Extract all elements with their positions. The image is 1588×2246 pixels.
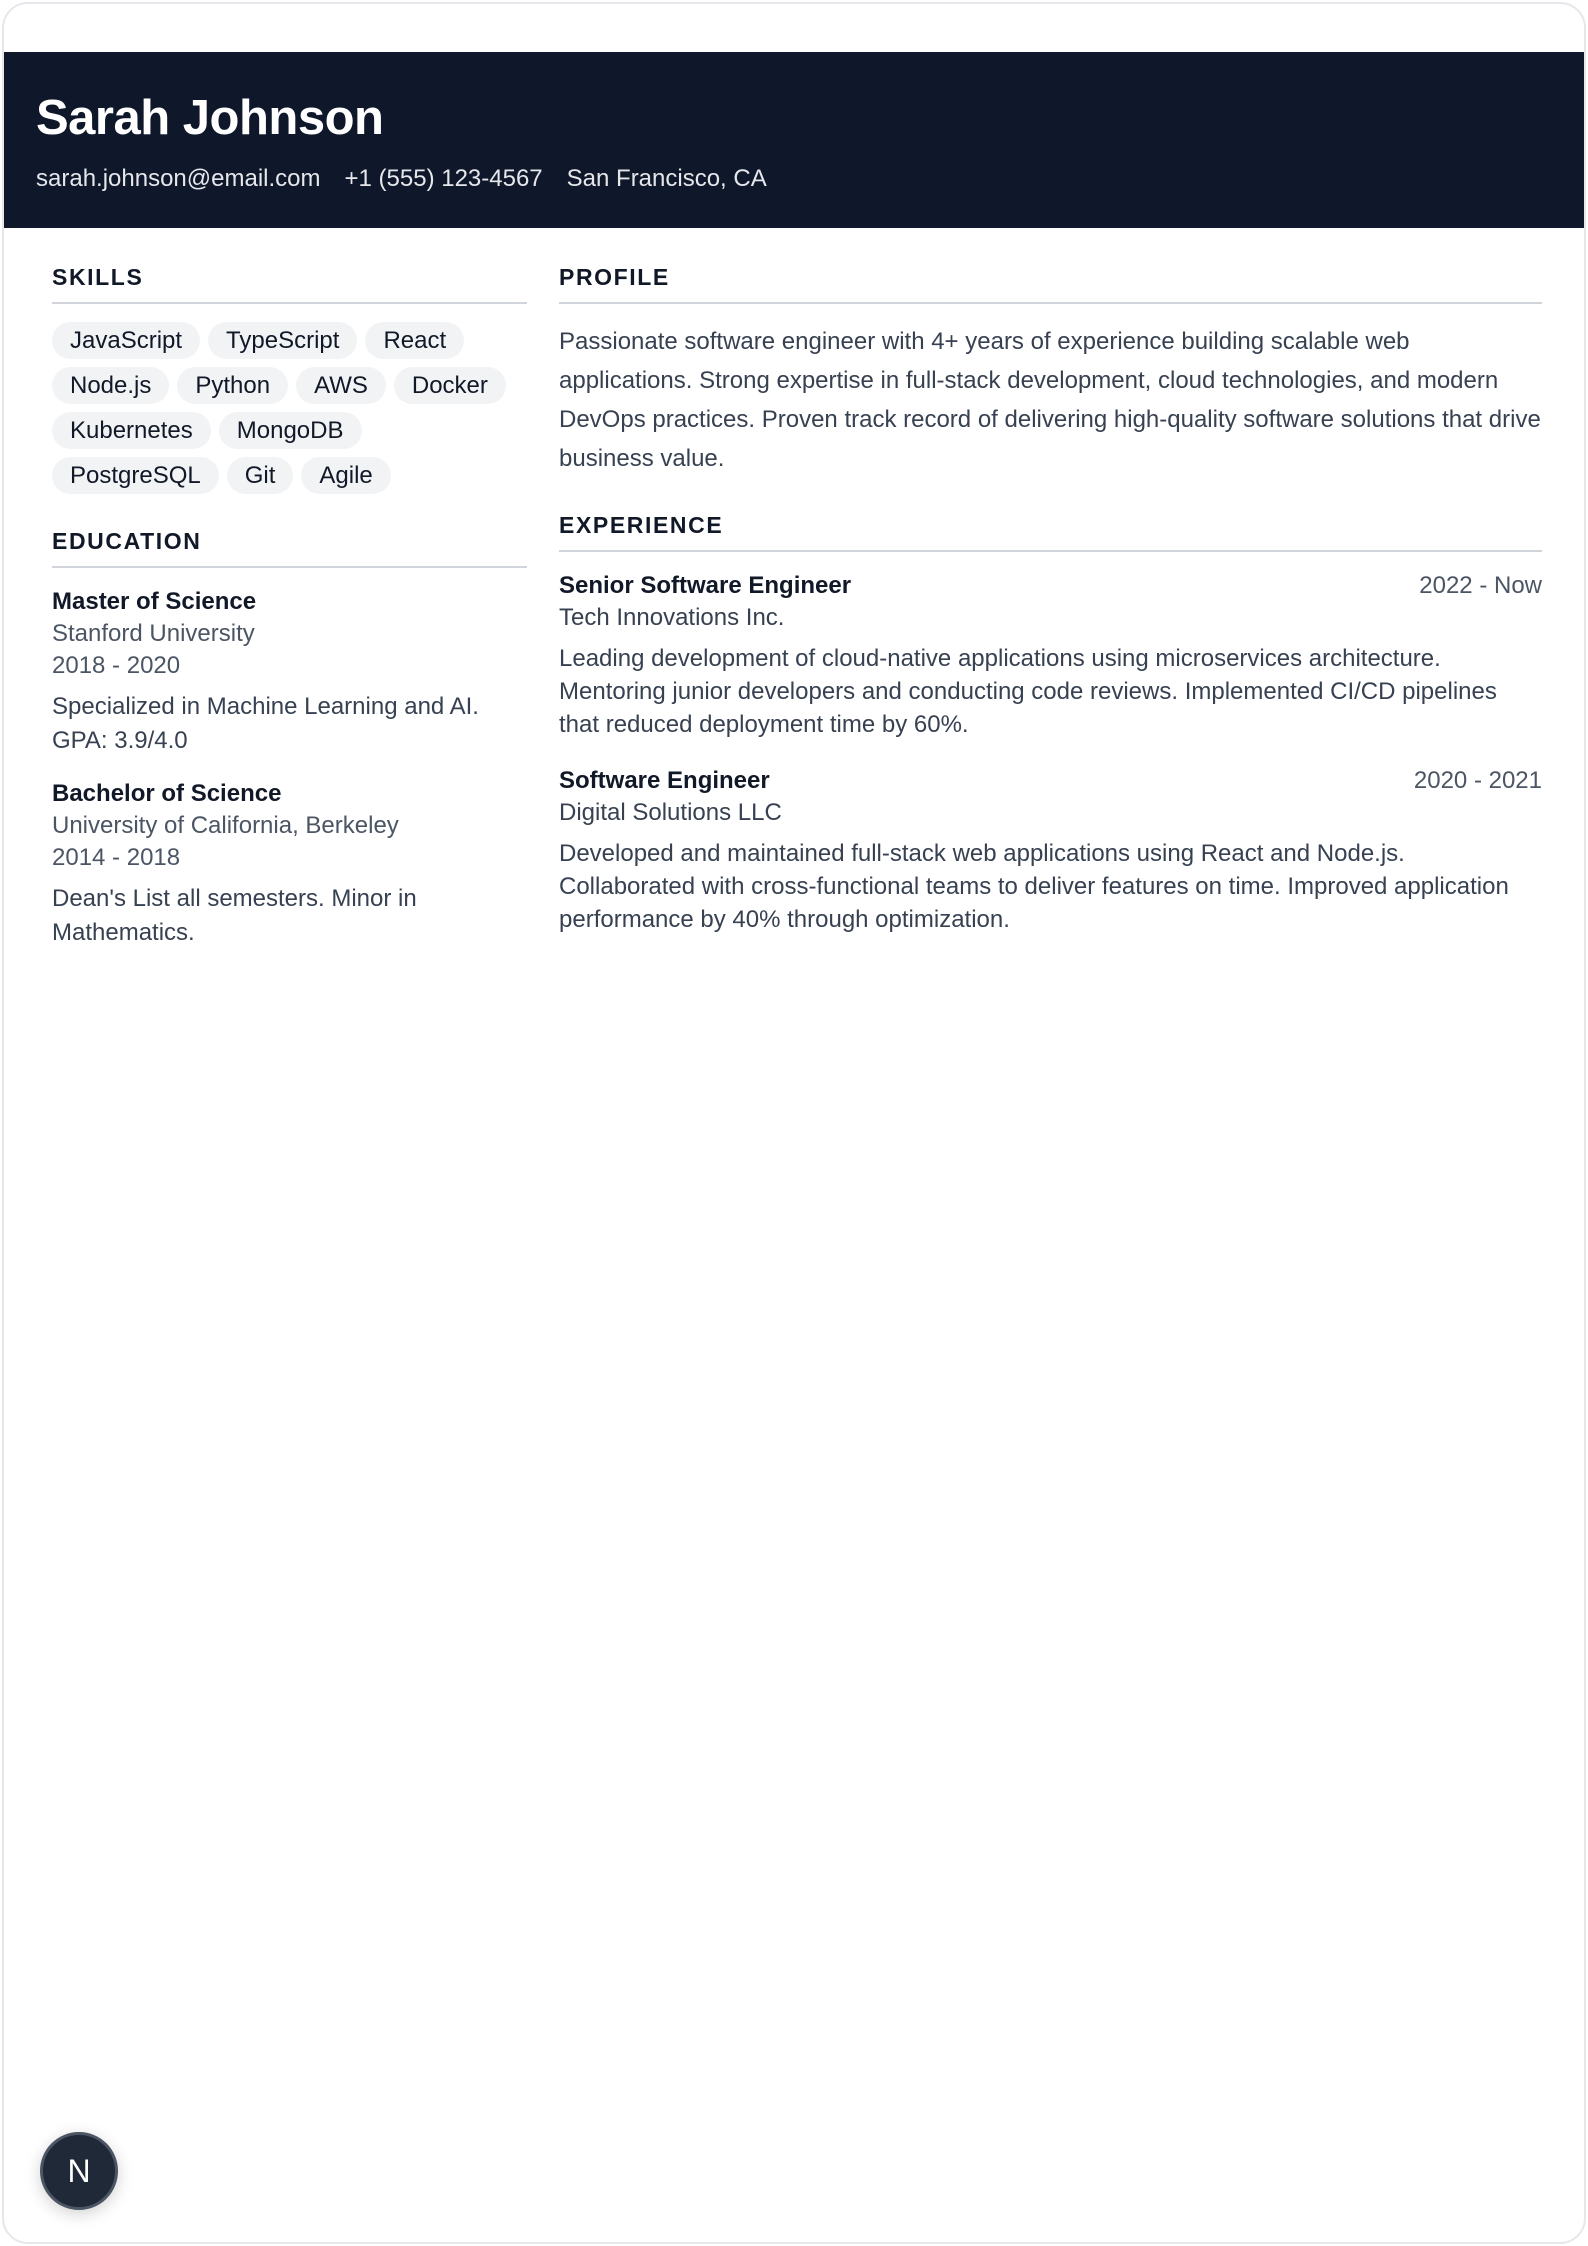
experience-description: Developed and maintained full-stack web applications using React and Node.js. Collaborated with cross-functional teams to deliver features on time. Improved application performance by 40% through optimization.: [559, 840, 1509, 933]
profile-summary: Passionate software engineer with 4+ years of experience building scalable web applications. Strong expertise in full-stack development, cloud technologies, and modern DevOps practices. Proven track record of delivering high-quality software solutions that drive business value.: [559, 328, 1541, 472]
education-school: Stanford University: [52, 620, 255, 647]
skill-chip: React: [365, 322, 464, 359]
resume-header: [4, 52, 1586, 228]
education-years: 2018 - 2020: [52, 652, 181, 679]
experience-company: Tech Innovations Inc.: [559, 604, 785, 631]
contact-phone: +1 (555) 123-4567: [344, 165, 543, 192]
resume-page: [2, 2, 1586, 2244]
experience-header: [559, 570, 1542, 602]
experience-dates: 2022 - Now: [1419, 572, 1542, 599]
profile-section: [559, 262, 1542, 478]
skills-section: [52, 262, 527, 494]
contact-info: [36, 164, 1556, 194]
skill-chip: Docker: [394, 367, 506, 404]
skill-chip: AWS: [296, 367, 386, 404]
profile-title: PROFILE: [559, 262, 1542, 304]
nextjs-dev-tools-button[interactable]: [40, 2132, 118, 2210]
candidate-name: Sarah Johnson: [36, 91, 384, 145]
experience-item: [559, 765, 1542, 936]
experience-company: Digital Solutions LLC: [559, 799, 782, 826]
experience-item: [559, 570, 1542, 741]
education-item: [52, 586, 527, 758]
skill-chip: Git: [227, 457, 294, 494]
experience-dates: 2020 - 2021: [1413, 767, 1542, 794]
education-years: 2014 - 2018: [52, 844, 181, 871]
education-school: University of California, Berkeley: [52, 812, 399, 839]
skill-chip: MongoDB: [219, 412, 362, 449]
experience-role: Software Engineer: [559, 767, 770, 794]
experience-title: EXPERIENCE: [559, 510, 1542, 552]
skill-chip: TypeScript: [208, 322, 357, 359]
nextjs-logo-icon: N: [67, 2152, 91, 2189]
skill-chip: JavaScript: [52, 322, 200, 359]
contact-email: sarah.johnson@email.com: [36, 165, 321, 192]
education-title: EDUCATION: [52, 526, 527, 568]
experience-description: Leading development of cloud-native applications using microservices architecture. Mentoring junior developers and conducting code reviews. Implemented CI/CD pipelines that reduced deployment time by 60%.: [559, 645, 1497, 738]
skill-chip: PostgreSQL: [52, 457, 219, 494]
left-column: [52, 262, 527, 950]
skill-chip: Agile: [301, 457, 390, 494]
education-degree: Bachelor of Science: [52, 780, 282, 807]
education-item: [52, 778, 527, 950]
skill-chip: Node.js: [52, 367, 169, 404]
education-note: Specialized in Machine Learning and AI. GPA: 3.9/4.0: [52, 693, 479, 754]
education-section: [52, 526, 527, 950]
education-degree: Master of Science: [52, 588, 257, 615]
skills-title: SKILLS: [52, 262, 527, 304]
right-column: [559, 262, 1542, 950]
skills-list: [52, 322, 527, 494]
resume-body: [52, 262, 1542, 950]
contact-location: San Francisco, CA: [566, 165, 767, 192]
skill-chip: Kubernetes: [52, 412, 211, 449]
skill-chip: Python: [177, 367, 288, 404]
experience-header: [559, 765, 1542, 797]
education-note: Dean's List all semesters. Minor in Mathematics.: [52, 885, 417, 946]
experience-role: Senior Software Engineer: [559, 572, 852, 599]
experience-section: [559, 510, 1542, 936]
